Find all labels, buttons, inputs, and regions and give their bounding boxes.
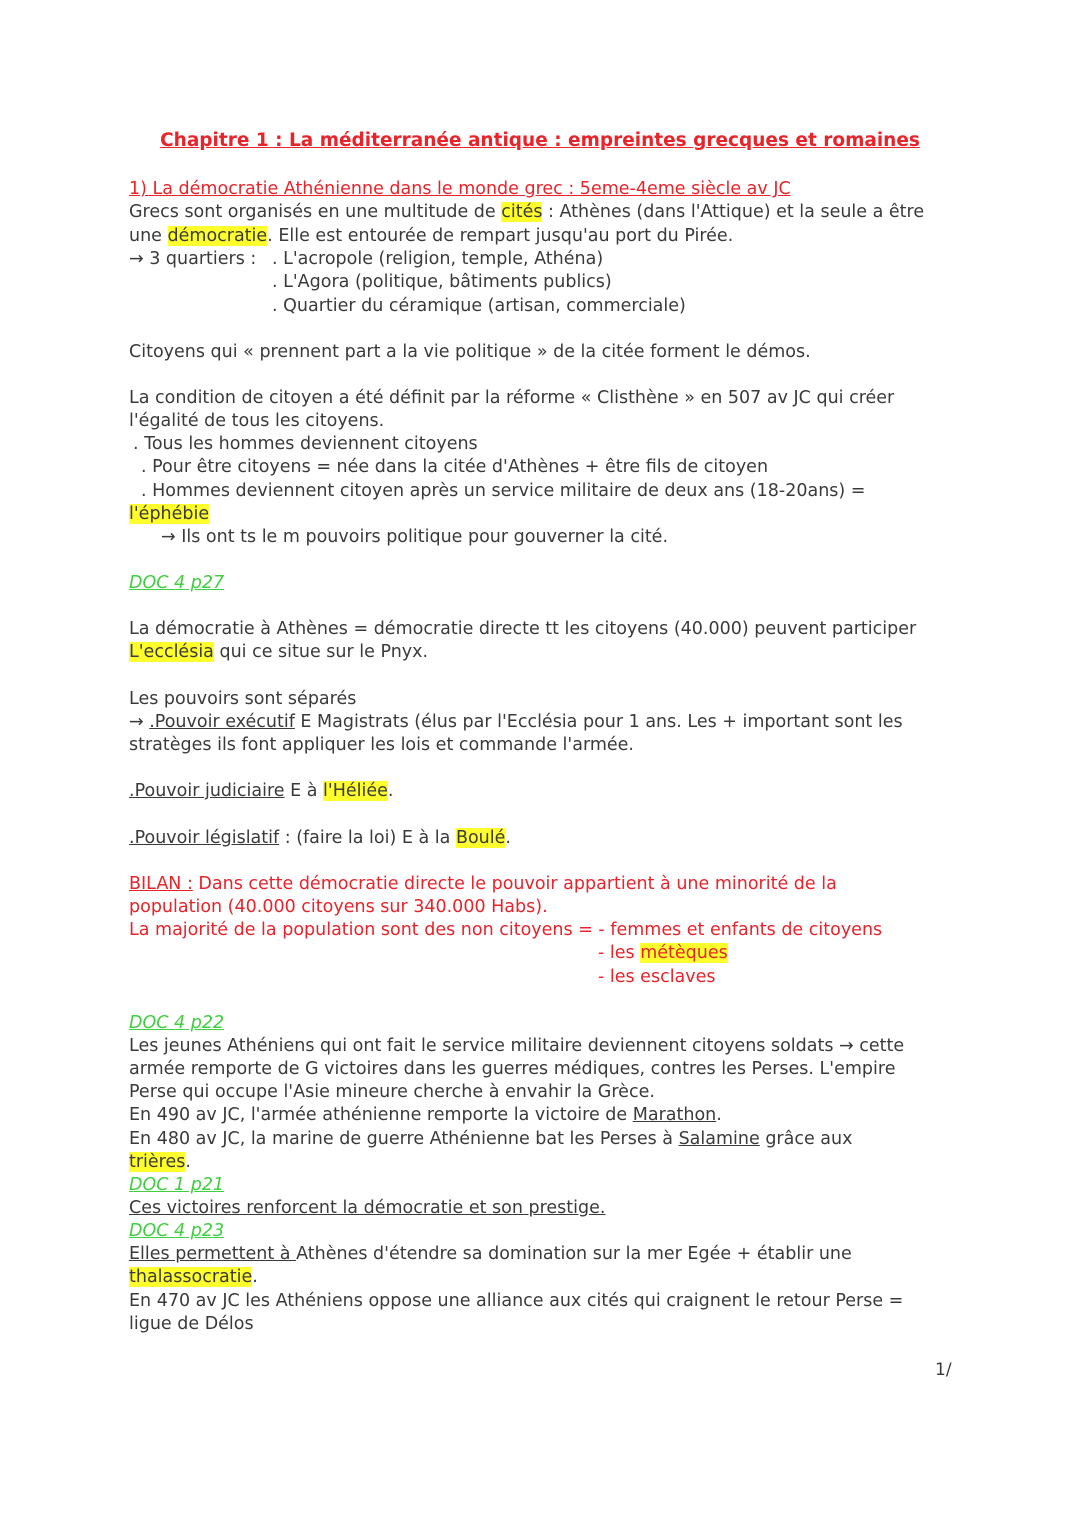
bilan-line <box>129 873 837 896</box>
text-span: . <box>252 1267 258 1287</box>
underlined-term: .Pouvoir judiciaire <box>129 781 285 801</box>
text-line <box>129 711 903 734</box>
text-line: La condition de citoyen a été définit par la réforme « Clisthène » en 507 av JC qui créer <box>129 388 895 408</box>
text-span: qui ce situe sur le Pnyx. <box>213 642 429 662</box>
text-line: ligue de Délos <box>129 1314 254 1334</box>
quartier-item: . Quartier du céramique (artisan, commerciale) <box>272 296 686 316</box>
underlined-term: Elles permettent à <box>129 1244 297 1264</box>
text-span: En 480 av JC, la marine de guerre Athénienne bat les Perses à <box>129 1129 679 1149</box>
text-line: . Tous les hommes deviennent citoyens <box>133 434 478 454</box>
bilan-line: La majorité de la population sont des non citoyens = - femmes et enfants de citoyens <box>129 920 883 940</box>
text-line: Perse qui occupe l'Asie mineure cherche à envahir la Grèce. <box>129 1082 655 1102</box>
text-span: - les <box>598 943 641 963</box>
text-span: Grecs sont organisés en une multitude de <box>129 202 502 222</box>
quartier-item: . L'Agora (politique, bâtiments publics) <box>272 272 612 292</box>
quartier-item: . L'acropole (religion, temple, Athéna) <box>272 249 604 269</box>
text-line: En 470 av JC les Athéniens oppose une alliance aux cités qui craignent le retour Perse = <box>129 1291 904 1311</box>
text-span: E Magistrats (élus par l'Ecclésia pour 1 ans. Les + important sont les <box>294 712 903 732</box>
text-line: Citoyens qui « prennent part a la vie politique » de la citée forment le démos. <box>129 342 811 362</box>
text-line <box>129 1266 258 1289</box>
underlined-term: .Pouvoir exécutif <box>149 712 295 732</box>
highlighted-term: thalassocratie <box>129 1267 253 1287</box>
text-line: armée remporte de G victoires dans les guerres médiques, contres les Perses. L'empire <box>129 1059 896 1079</box>
text-line <box>129 1151 191 1174</box>
text-line: l'égalité de tous les citoyens. <box>129 411 385 431</box>
text-line: stratèges ils font appliquer les lois et commande l'armée. <box>129 735 634 755</box>
text-span: → <box>129 712 150 732</box>
highlighted-term: démocratie <box>167 226 268 246</box>
text-span: . Elle est entourée de rempart jusqu'au port du Pirée. <box>267 226 734 246</box>
section-heading: 1) La démocratie Athénienne dans le monde grec : 5eme-4eme siècle av JC <box>129 179 791 199</box>
text-span: : (faire la loi) E à la <box>279 828 456 848</box>
doc-reference: DOC 4 p23 <box>129 1221 225 1241</box>
text-line: . Hommes deviennent citoyen après un service militaire de deux ans (18-20ans) = <box>141 481 866 501</box>
text-line <box>129 827 511 850</box>
text-line <box>129 641 428 664</box>
text-span: . <box>185 1152 191 1172</box>
underlined-term: Marathon <box>632 1105 717 1125</box>
text-span: : Athènes (dans l'Attique) et la seule a être <box>542 202 925 222</box>
text-line <box>129 201 924 224</box>
highlighted-term: l'éphébie <box>129 504 210 524</box>
text-span: Dans cette démocratie directe le pouvoir appartient à une minorité de la <box>192 874 837 894</box>
text-span: En 490 av JC, l'armée athénienne remporte la victoire de <box>129 1105 633 1125</box>
text-line <box>129 1243 852 1266</box>
text-span: E à <box>284 781 324 801</box>
text-line: . Pour être citoyens = née dans la citée d'Athènes + être fils de citoyen <box>141 457 769 477</box>
text-span: . <box>387 781 394 801</box>
text-line: Les pouvoirs sont séparés <box>129 689 357 709</box>
text-span: . <box>716 1105 722 1125</box>
bilan-line: population (40.000 citoyens sur 340.000 Habs). <box>129 897 548 917</box>
text-line: → Ils ont ts le m pouvoirs politique pour gouverner la cité. <box>161 527 669 547</box>
highlighted-term: trières <box>129 1152 186 1172</box>
doc-reference: DOC 4 p22 <box>129 1013 225 1033</box>
doc-reference: DOC 1 p21 <box>129 1175 225 1195</box>
doc-reference: DOC 4 p27 <box>129 573 225 593</box>
highlighted-term: L'ecclésia <box>129 642 214 662</box>
bilan-line: - les esclaves <box>598 967 716 987</box>
underlined-term: Salamine <box>678 1129 760 1149</box>
highlighted-term: métèques <box>640 943 728 963</box>
underlined-term: .Pouvoir législatif <box>129 828 280 848</box>
text-line: Les jeunes Athéniens qui ont fait le service militaire deviennent citoyens soldats → cette <box>129 1036 905 1056</box>
text-line <box>129 225 733 248</box>
text-line <box>129 780 393 803</box>
text-span: une <box>129 226 168 246</box>
text-line <box>129 503 209 526</box>
bilan-line <box>598 942 728 965</box>
text-line <box>129 1104 722 1127</box>
quartiers-lead: → 3 quartiers : <box>129 249 257 269</box>
text-line: La démocratie à Athènes = démocratie directe tt les citoyens (40.000) peuvent participer <box>129 619 917 639</box>
text-span: . <box>505 828 511 848</box>
highlighted-term: cités <box>501 202 543 222</box>
page-number: 1/ <box>935 1360 952 1380</box>
text-line <box>129 1128 852 1151</box>
text-span: Athènes d'étendre sa domination sur la mer Egée + établir une <box>296 1244 852 1264</box>
text-span: grâce aux <box>759 1129 853 1149</box>
highlighted-term: Boulé <box>455 828 506 848</box>
bilan-label: BILAN : <box>129 874 193 894</box>
chapter-title: Chapitre 1 : La méditerranée antique : empreintes grecques et romaines <box>160 130 920 151</box>
text-line: Ces victoires renforcent la démocratie et son prestige. <box>129 1198 606 1218</box>
highlighted-term: l'Héliée <box>323 781 388 801</box>
